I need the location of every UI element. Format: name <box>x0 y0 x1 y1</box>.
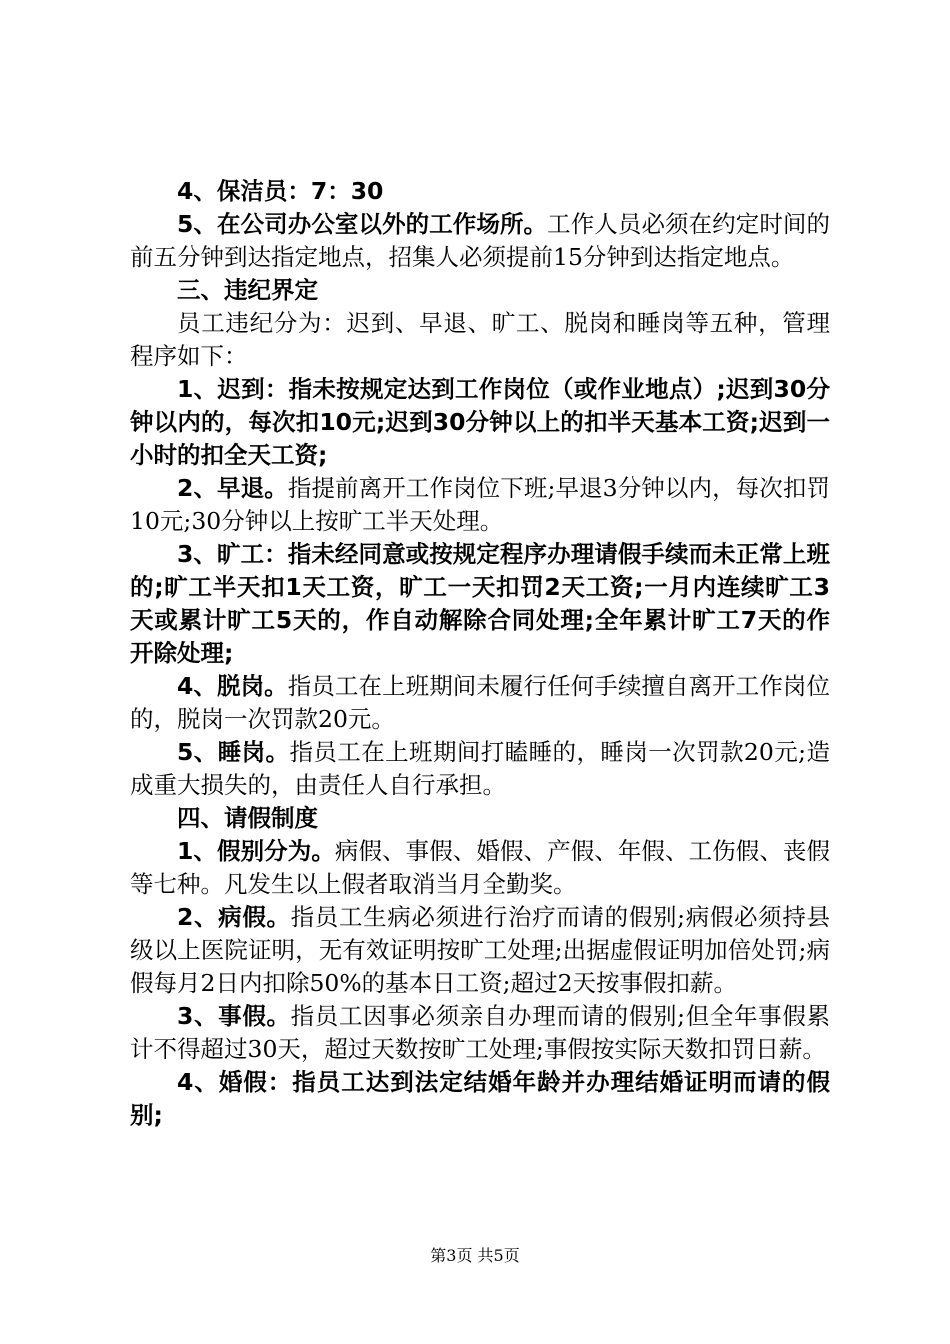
paragraph-lead: 2、病假。 <box>177 903 291 931</box>
paragraph-lead: 4、保洁员：7：30 <box>177 177 384 205</box>
paragraph <box>130 901 830 1000</box>
paragraph-text: 指员工在上班期间未履行任何手续擅自离开工作岗位的，脱岗一次罚款20元。 <box>130 672 830 733</box>
paragraph <box>130 802 830 835</box>
paragraph <box>130 538 830 670</box>
document-body <box>130 175 830 1132</box>
paragraph <box>130 1066 830 1132</box>
paragraph-lead: 1、假别分为。 <box>177 837 335 865</box>
paragraph-lead: 4、脱岗。 <box>177 672 288 700</box>
paragraph-lead: 2、早退。 <box>177 474 288 502</box>
paragraph <box>130 307 830 373</box>
paragraph <box>130 208 830 274</box>
paragraph-text: 病假、事假、婚假、产假、年假、工伤假、丧假等七种。凡发生以上假者取消当月全勤奖。 <box>130 837 830 898</box>
paragraph-text: 员工违纪分为：迟到、早退、旷工、脱岗和睡岗等五种，管理程序如下： <box>130 309 830 370</box>
paragraph <box>130 472 830 538</box>
paragraph <box>130 274 830 307</box>
paragraph <box>130 670 830 736</box>
paragraph <box>130 736 830 802</box>
paragraph-lead: 5、睡岗。 <box>177 738 290 766</box>
paragraph-text: 指员工因事必须亲自办理而请的假别;但全年事假累计不得超过30天，超过天数按旷工处理;事假按实际天数扣罚日薪。 <box>130 1002 830 1063</box>
paragraph-lead: 1、迟到：指未按规定达到工作岗位（或作业地点）;迟到30分钟以内的，每次扣10元;迟到30分钟以上的扣半天基本工资;迟到一小时的扣全天工资; <box>130 375 830 469</box>
paragraph-text: 工作人员必须在约定时间的前五分钟到达指定地点，招集人必须提前15分钟到达指定地点。 <box>130 210 830 271</box>
paragraph-lead: 3、旷工：指未经同意或按规定程序办理请假手续而未正常上班的;旷工半天扣1天工资，旷工一天扣罚2天工资;一月内连续旷工3天或累计旷工5天的，作自动解除合同处理;全年累计旷工7天的作开除处理; <box>130 540 830 667</box>
paragraph <box>130 175 830 208</box>
paragraph-lead: 3、事假。 <box>177 1002 291 1030</box>
paragraph-text: 指提前离开工作岗位下班;早退3分钟以内，每次扣罚10元;30分钟以上按旷工半天处理。 <box>130 474 830 535</box>
paragraph-lead: 5、在公司办公室以外的工作场所。 <box>177 210 548 238</box>
paragraph <box>130 1000 830 1066</box>
paragraph-text: 指员工在上班期间打瞌睡的，睡岗一次罚款20元;造成重大损失的，由责任人自行承担。 <box>130 738 830 799</box>
paragraph <box>130 835 830 901</box>
paragraph-lead: 四、请假制度 <box>177 804 318 832</box>
page-footer: 第3页 共5页 <box>430 1246 520 1265</box>
paragraph-lead: 4、婚假：指员工达到法定结婚年龄并办理结婚证明而请的假别; <box>130 1068 830 1129</box>
paragraph-text: 指员工生病必须进行治疗而请的假别;病假必须持县级以上医院证明，无有效证明按旷工处理;出据虚假证明加倍处罚;病假每月2日内扣除50%的基本日工资;超过2天按事假扣薪。 <box>130 903 830 997</box>
paragraph <box>130 373 830 472</box>
paragraph-lead: 三、违纪界定 <box>177 276 318 304</box>
